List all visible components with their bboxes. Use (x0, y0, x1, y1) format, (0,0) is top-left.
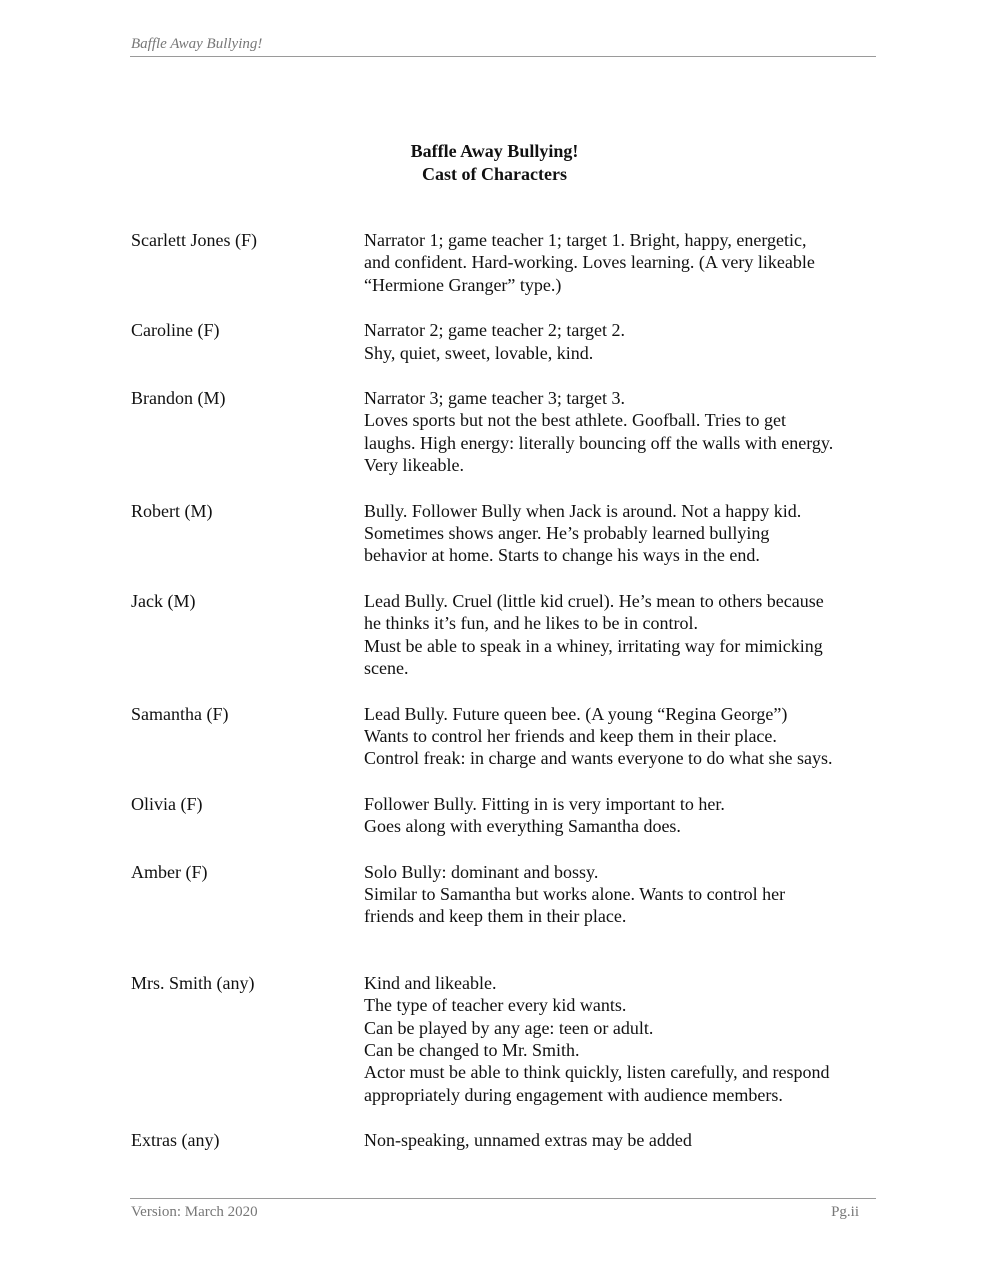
description-line: appropriately during engagement with audience members. (364, 1084, 783, 1105)
character-name: Jack (M) (131, 590, 196, 611)
cast-entry (131, 500, 876, 567)
description-line: The type of teacher every kid wants. (364, 995, 627, 1016)
description-line: Must be able to speak in a whiney, irritating way for mimicking (364, 635, 823, 656)
character-name: Mrs. Smith (any) (131, 972, 255, 993)
description-line: scene. (364, 658, 409, 679)
description-line: “Hermione Granger” type.) (364, 274, 562, 295)
character-description (364, 861, 876, 928)
cast-entry (131, 229, 876, 296)
description-line: Can be changed to Mr. Smith. (364, 1039, 580, 1060)
cast-entry (131, 387, 876, 477)
header-divider (130, 56, 876, 57)
character-name: Caroline (F) (131, 320, 220, 341)
description-line: Narrator 1; game teacher 1; target 1. Bright, happy, energetic, (364, 230, 807, 250)
cast-entry (131, 590, 876, 680)
cast-entry (131, 861, 876, 928)
description-line: Bully. Follower Bully when Jack is around. Not a happy kid. (364, 500, 802, 521)
title-line-2: Cast of Characters (422, 164, 567, 184)
cast-entry (131, 703, 876, 770)
cast-entry (131, 972, 876, 1106)
character-name: Brandon (M) (131, 388, 226, 409)
footer-divider (130, 1198, 876, 1199)
character-description (364, 229, 876, 296)
character-description (364, 590, 876, 680)
description-line: Lead Bully. Future queen bee. (A young “Regina George”) (364, 703, 788, 724)
description-line: Shy, quiet, sweet, lovable, kind. (364, 342, 594, 363)
character-name: Extras (any) (131, 1130, 220, 1151)
character-description (364, 793, 876, 838)
description-line: Similar to Samantha but works alone. Wants to control her (364, 883, 786, 904)
description-line: Very likeable. (364, 455, 464, 476)
description-line: laughs. High energy: literally bouncing off the walls with energy. (364, 432, 834, 453)
cast-entry (131, 319, 876, 364)
description-line: Actor must be able to think quickly, listen carefully, and respond (364, 1062, 830, 1083)
description-line: behavior at home. Starts to change his ways in the end. (364, 545, 760, 566)
description-line: Narrator 3; game teacher 3; target 3. (364, 388, 626, 409)
description-line: he thinks it’s fun, and he likes to be in control. (364, 613, 698, 634)
cast-entry (131, 793, 876, 838)
cast-list (131, 229, 876, 1175)
description-line: Kind and likeable. (364, 972, 497, 993)
description-line: Narrator 2; game teacher 2; target 2. (364, 320, 626, 341)
cast-entry (131, 1129, 876, 1151)
document-title (0, 140, 989, 186)
character-name: Samantha (F) (131, 703, 229, 724)
description-line: Follower Bully. Fitting in is very important to her. (364, 793, 725, 814)
description-line: Wants to control her friends and keep them in their place. (364, 725, 777, 746)
footer-page-number: Pg.ii (831, 1204, 859, 1220)
description-line: and confident. Hard-working. Loves learning. (A very likeable (364, 252, 815, 273)
description-line: Can be played by any age: teen or adult. (364, 1017, 654, 1038)
character-description (364, 319, 876, 364)
running-header-title: Baffle Away Bullying! (131, 36, 263, 52)
character-description (364, 387, 876, 477)
footer-version: Version: March 2020 (131, 1204, 258, 1220)
description-line: Solo Bully: dominant and bossy. (364, 861, 599, 882)
character-description (364, 500, 876, 567)
description-line: Non-speaking, unnamed extras may be added (364, 1130, 692, 1151)
description-line: Goes along with everything Samantha does. (364, 816, 681, 837)
character-name: Olivia (F) (131, 793, 203, 814)
description-line: Control freak: in charge and wants everyone to do what she says. (364, 748, 833, 769)
character-name: Scarlett Jones (F) (131, 230, 257, 250)
character-name: Amber (F) (131, 861, 208, 882)
character-description (364, 972, 876, 1106)
description-line: Lead Bully. Cruel (little kid cruel). He’s mean to others because (364, 590, 824, 611)
description-line: Loves sports but not the best athlete. Goofball. Tries to get (364, 410, 786, 431)
description-line: friends and keep them in their place. (364, 906, 627, 927)
character-name: Robert (M) (131, 500, 213, 521)
description-line: Sometimes shows anger. He’s probably learned bullying (364, 523, 770, 544)
character-description (364, 1129, 876, 1151)
title-line-1: Baffle Away Bullying! (410, 141, 579, 161)
character-description (364, 703, 876, 770)
